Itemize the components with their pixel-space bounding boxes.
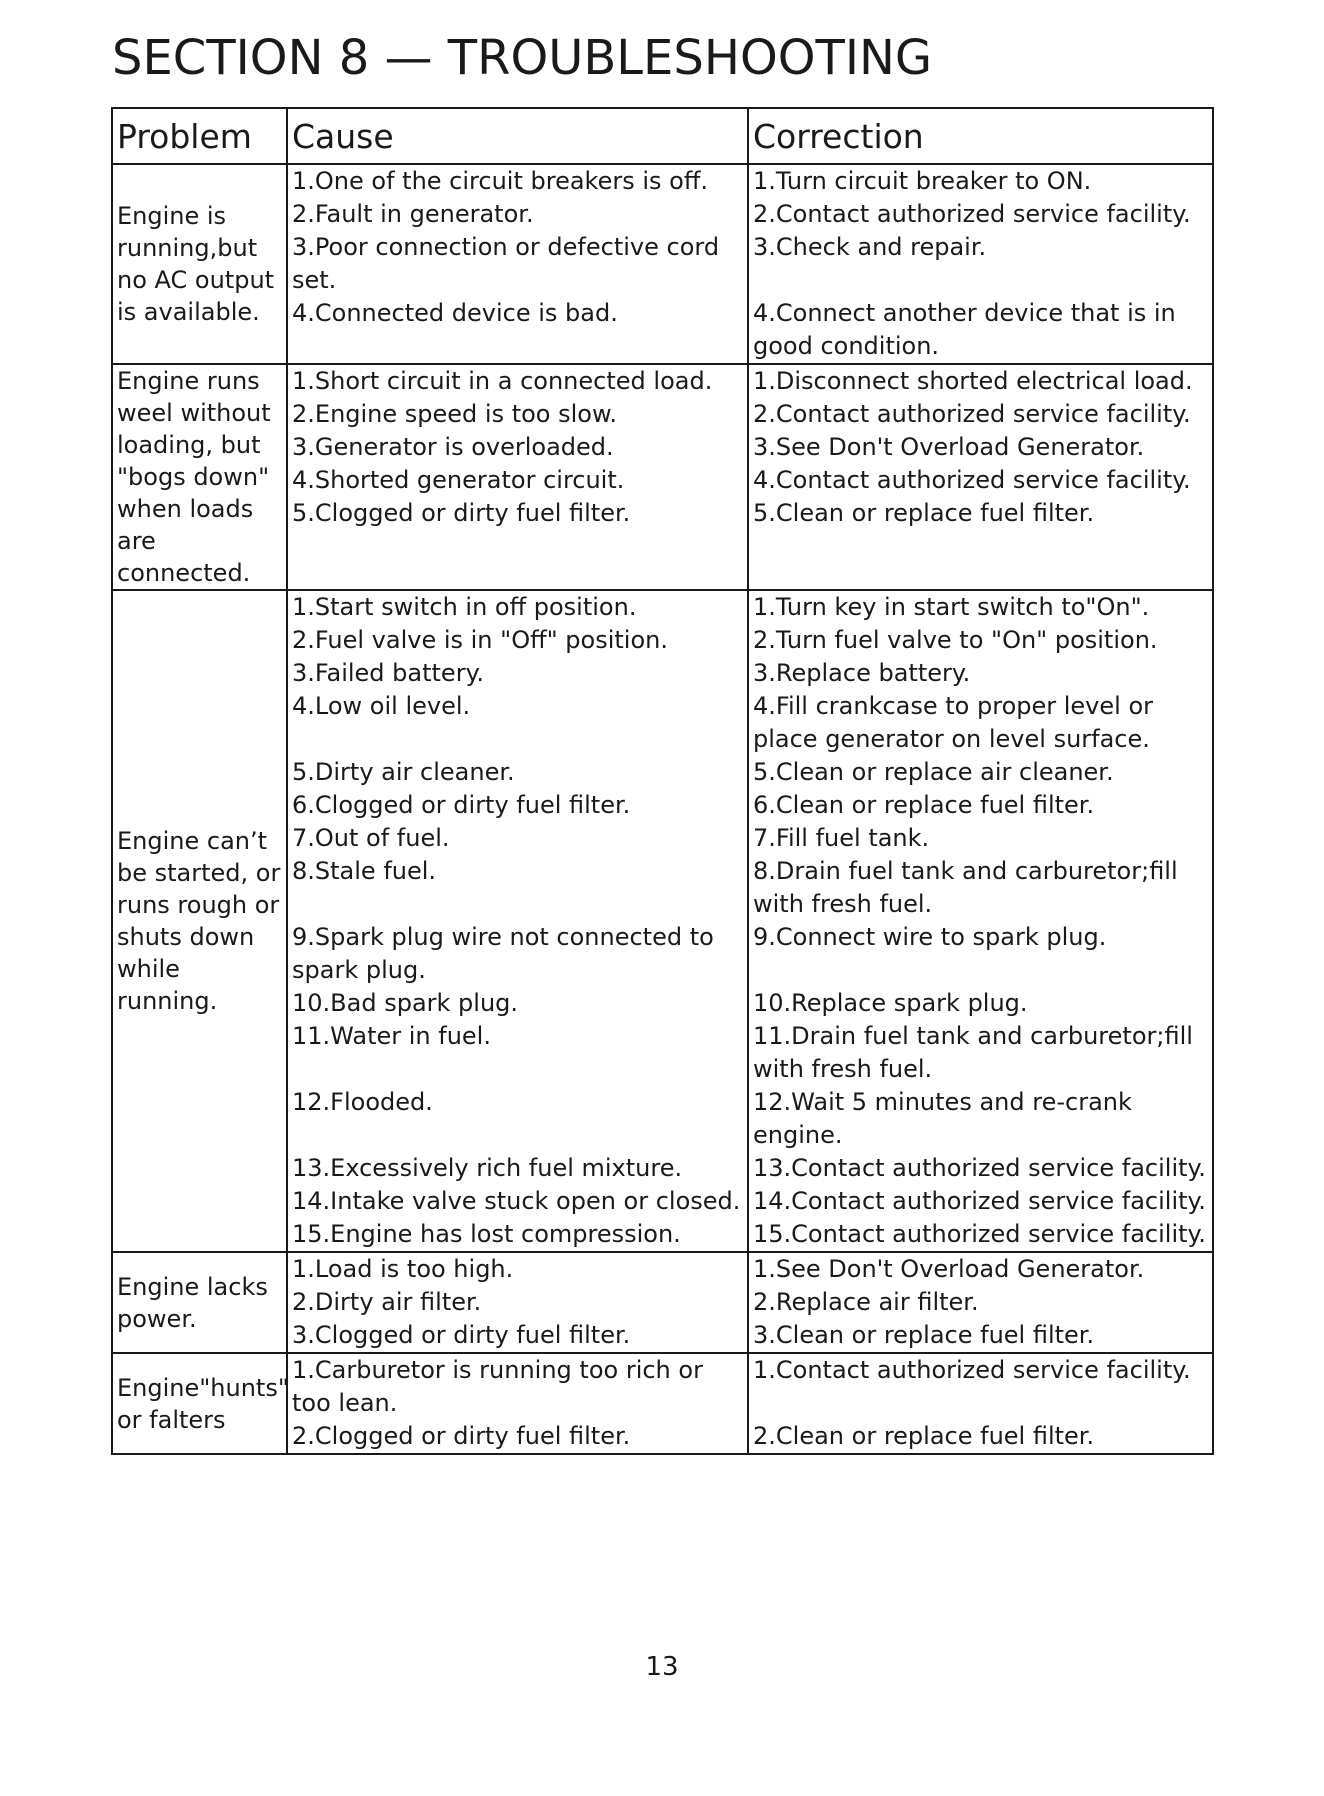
table-header-row [112, 108, 1213, 164]
table-row [112, 1353, 1213, 1454]
table-row [112, 164, 1213, 364]
correction-item: 7.Fill fuel tank. [753, 824, 930, 852]
correction-cell [748, 590, 1213, 1252]
cause-item: 2.Engine speed is too slow. [292, 400, 618, 428]
correction-cell [748, 164, 1213, 364]
cause-item: 12.Flooded. [292, 1088, 433, 1116]
correction-item: 9.Connect wire to spark plug. [753, 923, 1107, 951]
correction-item: 1.Disconnect shorted electrical load. [753, 367, 1193, 395]
correction-item: 2.Clean or replace fuel filter. [753, 1422, 1095, 1450]
correction-item: 5.Clean or replace air cleaner. [753, 758, 1114, 786]
correction-item: 11.Drain fuel tank and carburetor;fill with fresh fuel. [753, 1022, 1193, 1083]
cause-item: 11.Water in fuel. [292, 1022, 491, 1050]
correction-cell [748, 1252, 1213, 1353]
page-number: 13 [645, 1652, 679, 1682]
cause-item: 1.Load is too high. [292, 1255, 514, 1283]
cause-cell [287, 590, 748, 1252]
correction-item: 3.Replace battery. [753, 659, 971, 687]
cause-item: 13.Excessively rich fuel mixture. [292, 1154, 683, 1182]
table-row [112, 1252, 1213, 1353]
page-title: SECTION 8 — TROUBLESHOOTING [112, 30, 933, 86]
cause-item: 3.Failed battery. [292, 659, 484, 687]
correction-item: 2.Turn fuel valve to "On" position. [753, 626, 1158, 654]
cause-item: 4.Low oil level. [292, 692, 471, 720]
cause-item: 4.Shorted generator circuit. [292, 466, 625, 494]
header-problem: Problem [112, 108, 287, 164]
correction-item: 4.Contact authorized service facility. [753, 466, 1191, 494]
correction-item: 3.See Don't Overload Generator. [753, 433, 1145, 461]
cause-item: 1.Start switch in off position. [292, 593, 637, 621]
correction-cell [748, 364, 1213, 590]
problem-cell: Engine is running,but no AC output is available. [112, 164, 287, 364]
problem-cell: Engine"hunts" or falters [112, 1353, 287, 1454]
table-row [112, 364, 1213, 590]
cause-item: 6.Clogged or dirty fuel filter. [292, 791, 631, 819]
cause-item: 5.Clogged or dirty fuel filter. [292, 499, 631, 527]
correction-item: 8.Drain fuel tank and carburetor;fill with fresh fuel. [753, 857, 1178, 918]
correction-item: 6.Clean or replace fuel filter. [753, 791, 1095, 819]
correction-item: 3.Clean or replace fuel filter. [753, 1321, 1095, 1349]
correction-item: 1.Turn circuit breaker to ON. [753, 167, 1092, 195]
correction-item: 15.Contact authorized service facility. [753, 1220, 1206, 1248]
correction-cell [748, 1353, 1213, 1454]
correction-item: 2.Replace air filter. [753, 1288, 979, 1316]
cause-item: 1.One of the circuit breakers is off. [292, 167, 708, 195]
correction-item: 2.Contact authorized service facility. [753, 400, 1191, 428]
correction-item: 4.Connect another device that is in good condition. [753, 299, 1176, 360]
cause-item: 2.Dirty air filter. [292, 1288, 482, 1316]
correction-item: 14.Contact authorized service facility. [753, 1187, 1206, 1215]
cause-item: 14.Intake valve stuck open or closed. [292, 1187, 741, 1215]
cause-item: 3.Poor connection or defective cord set. [292, 233, 720, 294]
cause-item: 3.Generator is overloaded. [292, 433, 614, 461]
cause-item: 2.Clogged or dirty fuel filter. [292, 1422, 631, 1450]
cause-item: 4.Connected device is bad. [292, 299, 618, 327]
cause-cell [287, 1252, 748, 1353]
problem-cell: Engine lacks power. [112, 1252, 287, 1353]
cause-cell [287, 1353, 748, 1454]
cause-item: 2.Fault in generator. [292, 200, 534, 228]
cause-cell [287, 364, 748, 590]
correction-item: 1.Contact authorized service facility. [753, 1356, 1191, 1384]
correction-item: 10.Replace spark plug. [753, 989, 1028, 1017]
problem-cell: Engine can’t be started, or runs rough or shuts down while running. [112, 590, 287, 1252]
correction-item: 1.Turn key in start switch to"On". [753, 593, 1150, 621]
correction-item: 2.Contact authorized service facility. [753, 200, 1191, 228]
cause-item: 7.Out of fuel. [292, 824, 450, 852]
cause-item: 10.Bad spark plug. [292, 989, 519, 1017]
table-row [112, 590, 1213, 1252]
correction-item: 13.Contact authorized service facility. [753, 1154, 1206, 1182]
cause-cell [287, 164, 748, 364]
cause-item: 9.Spark plug wire not connected to spark plug. [292, 923, 714, 984]
correction-item: 4.Fill crankcase to proper level or place generator on level surface. [753, 692, 1153, 753]
correction-item: 12.Wait 5 minutes and re-crank engine. [753, 1088, 1132, 1149]
cause-item: 8.Stale fuel. [292, 857, 437, 885]
correction-item: 1.See Don't Overload Generator. [753, 1255, 1145, 1283]
correction-item: 5.Clean or replace fuel filter. [753, 499, 1095, 527]
header-cause: Cause [287, 108, 748, 164]
problem-cell: Engine runs weel without loading, but "bogs down" when loads are connected. [112, 364, 287, 590]
cause-item: 15.Engine has lost compression. [292, 1220, 681, 1248]
cause-item: 1.Carburetor is running too rich or too lean. [292, 1356, 703, 1417]
cause-item: 3.Clogged or dirty fuel filter. [292, 1321, 631, 1349]
header-correction: Correction [748, 108, 1213, 164]
troubleshooting-table [111, 107, 1214, 1455]
correction-item: 3.Check and repair. [753, 233, 987, 261]
cause-item: 1.Short circuit in a connected load. [292, 367, 713, 395]
cause-item: 2.Fuel valve is in "Off" position. [292, 626, 668, 654]
cause-item: 5.Dirty air cleaner. [292, 758, 515, 786]
